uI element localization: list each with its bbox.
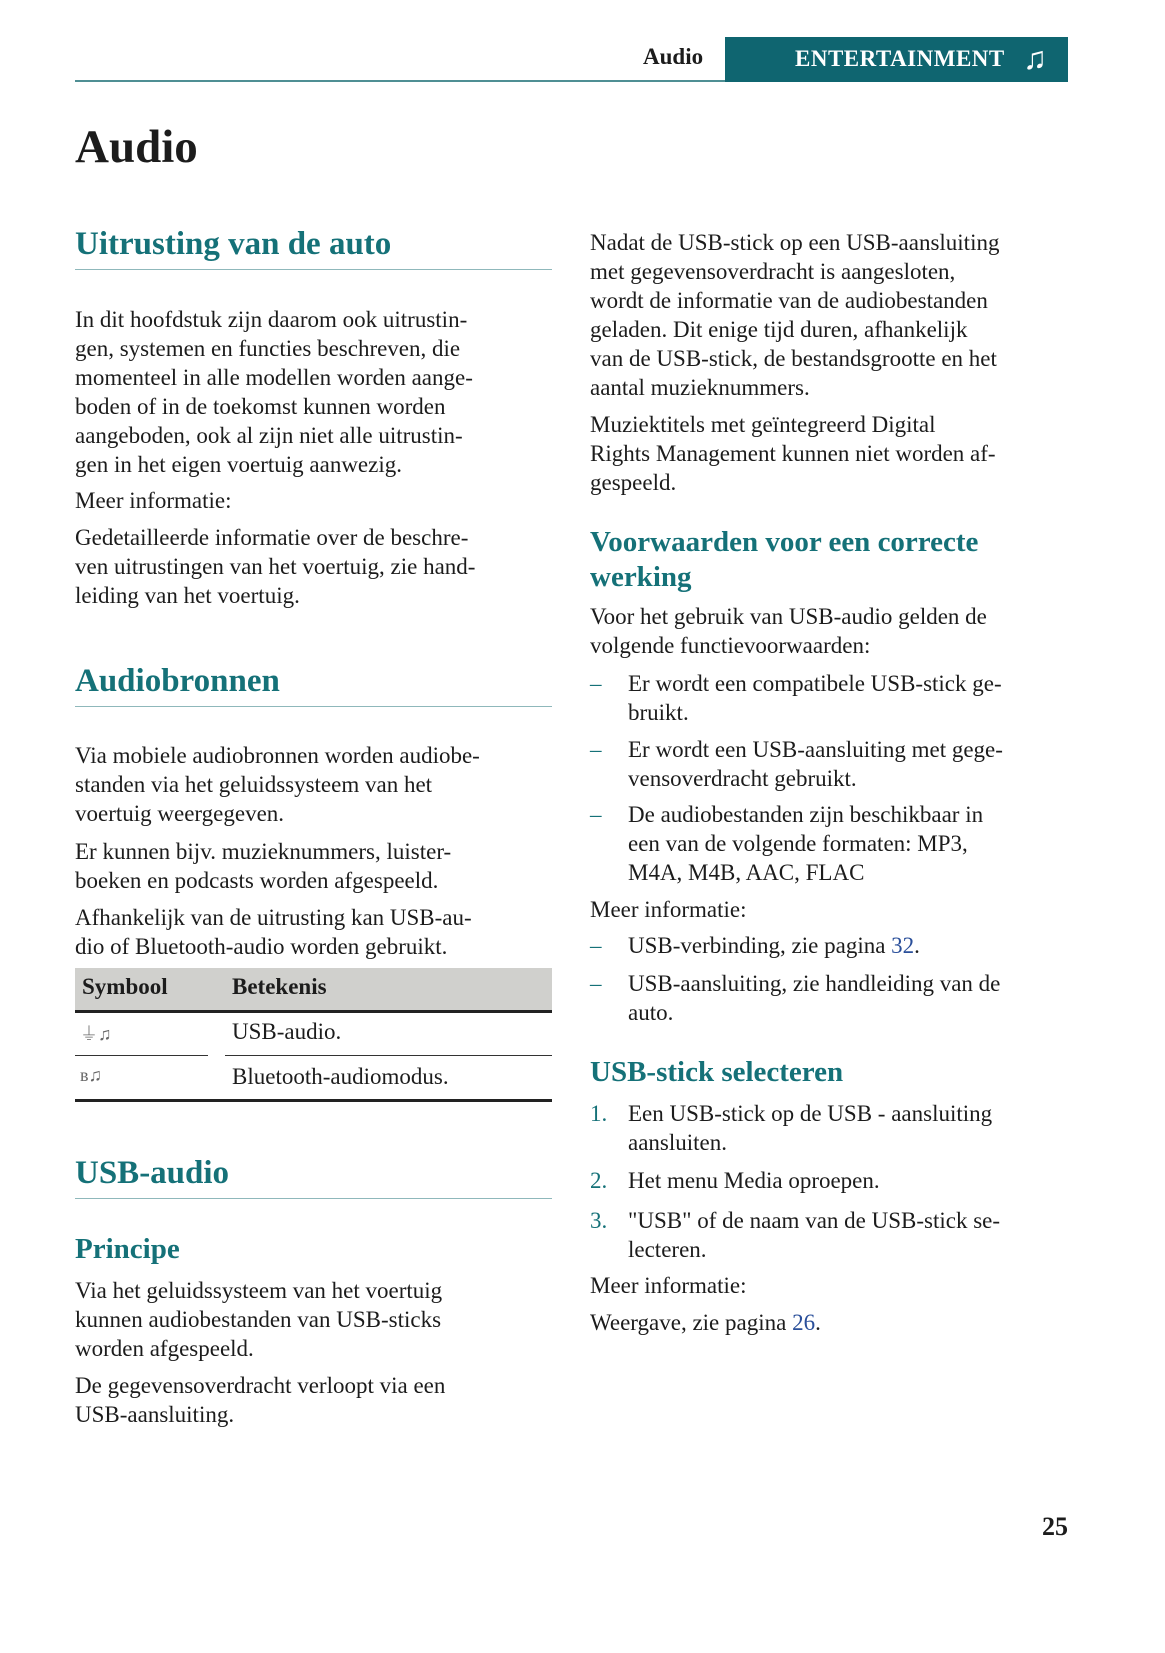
page-number: 25 [1042, 1512, 1068, 1541]
punct: . [914, 933, 920, 958]
row-divider [225, 1055, 552, 1056]
usb-audio-icon: ⏚♫ [80, 1024, 112, 1044]
paragraph: Muziektitels met geïntegreerd Digital Rights Management kunnen niet worden af- gespeeld. [590, 412, 996, 495]
bluetooth-audio-icon: ʙ♫ [80, 1065, 102, 1085]
heading-principle: Principe [75, 1233, 180, 1265]
list-text: USB-aansluiting, zie handleiding van de auto. [628, 971, 1001, 1025]
table-bottom-rule [75, 1099, 552, 1102]
paragraph: Via mobiele audiobronnen worden audiobe- standen via het geluidssysteem van het voertuig weergegeven. [75, 743, 480, 826]
heading-equipment: Uitrusting van de auto [75, 226, 552, 270]
step-number: 3. [590, 1208, 608, 1233]
bullet-dash: – [590, 737, 602, 762]
paragraph: Meer informatie: [75, 488, 232, 513]
bullet-dash: – [590, 802, 602, 827]
bullet-dash: – [590, 971, 602, 996]
header-chapter-tab [725, 37, 1068, 82]
step-text: Een USB-stick op de USB ‐ aansluiting aansluiten. [628, 1101, 993, 1155]
header-chapter: ENTERTAINMENT [795, 46, 1005, 71]
page-title: Audio [75, 121, 198, 173]
row-divider [75, 1055, 208, 1056]
paragraph: Meer informatie: [590, 1273, 747, 1298]
paragraph: Voor het gebruik van USB-audio gelden de volgende functievoorwaarden: [590, 604, 987, 658]
table-header [75, 968, 552, 1013]
heading-sources: Audiobronnen [75, 663, 552, 707]
paragraph: Afhankelijk van de uitrusting kan USB-au- dio of Bluetooth-audio worden gebruikt. [75, 905, 472, 959]
bullet-dash: – [590, 933, 602, 958]
list-text: De audiobestanden zijn beschikbaar in een van de volgende formaten: MP3, M4A, M4B, AAC, FLAC [628, 802, 984, 885]
header-rule [75, 80, 725, 82]
page-link-26[interactable]: 26 [792, 1310, 816, 1335]
table-cell: Bluetooth-audiomodus. [232, 1064, 449, 1089]
page-link-32[interactable]: 32 [891, 933, 915, 958]
heading-select-usb: USB-stick selecteren [590, 1056, 844, 1088]
table-header-symbol: Symbool [82, 974, 168, 999]
table-header-meaning: Betekenis [232, 974, 327, 999]
paragraph: Via het geluidssysteem van het voertuig kunnen audiobestanden van USB-sticks worden afgespeeld. [75, 1278, 443, 1361]
punct: . [815, 1310, 821, 1335]
paragraph: De gegevensoverdracht verloopt via een USB-aansluiting. [75, 1373, 446, 1427]
step-text: Het menu Media oproepen. [628, 1168, 880, 1193]
paragraph: Nadat de USB-stick op een USB-aansluiting met gegevensoverdracht is aangesloten, wordt de informatie van de audiobestanden geladen. Dit enige tijd duren, afhankelijk van de USB-stick, de bestandsgrootte en het aantal muzieknummers. [590, 230, 1000, 400]
header-section: Audio [643, 44, 704, 69]
paragraph: Gedetailleerde informatie over de beschre- ven uitrustingen van het voertuig, zie hand- leiding van het voertuig. [75, 525, 476, 608]
step-number: 2. [590, 1168, 608, 1193]
paragraph: Er kunnen bijv. muzieknummers, luister- boeken en podcasts worden afgespeeld. [75, 839, 452, 893]
list-text: USB-verbinding, zie pagina [628, 933, 892, 958]
paragraph: In dit hoofdstuk zijn daarom ook uitrustin- gen, systemen en functies beschreven, die momenteel in alle modellen worden aange- boden of in de toekomst kunnen worden aangeboden, ook al zijn niet alle uitrustin- gen in het eigen voertuig aanwezig. [75, 307, 473, 477]
paragraph [590, 1308, 1070, 1337]
list-text: Er wordt een USB-aansluiting met gege- vensoverdracht gebruikt. [628, 737, 1003, 791]
ref-text: Weergave, zie pagina [590, 1310, 793, 1335]
step-number: 1. [590, 1101, 608, 1126]
heading-conditions: Voorwaarden voor een correcte werking [590, 526, 979, 593]
paragraph: Meer informatie: [590, 897, 747, 922]
list-text: Er wordt een compatibele USB-stick ge- bruikt. [628, 671, 1002, 725]
step-text: "USB" of de naam van de USB-stick se- lecteren. [628, 1208, 1001, 1262]
bullet-dash: – [590, 671, 602, 696]
table-cell: USB-audio. [232, 1019, 342, 1044]
music-note-icon: ♫ [1023, 40, 1047, 76]
heading-usb-audio: USB-audio [75, 1155, 552, 1199]
